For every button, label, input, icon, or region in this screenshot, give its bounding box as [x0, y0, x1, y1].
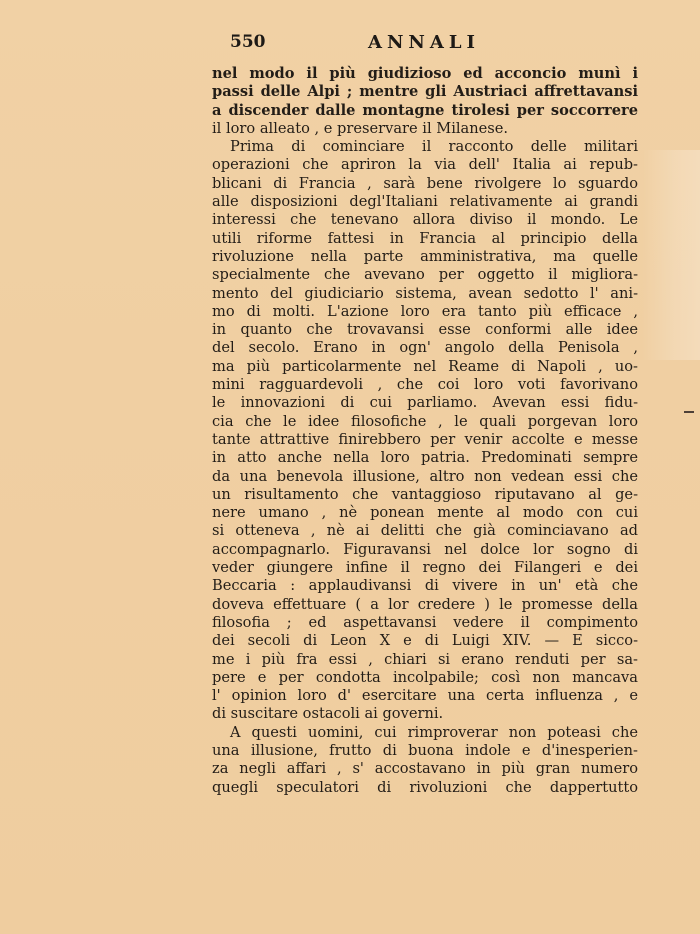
text-line: mo di molti. L'azione loro era tanto più efficace , [212, 302, 638, 320]
paper-stain [642, 150, 700, 360]
text-line: dei secoli di Leon X e di Luigi XIV. — E sicco- [212, 632, 638, 650]
body-text [212, 65, 638, 797]
text-line: le innovazioni di cui parliamo. Avevan essi fidu- [212, 394, 638, 412]
text-line: me i più fra essi , chiari si erano renduti per sa- [212, 650, 638, 668]
text-line: un risultamento che vantaggioso riputavano al ge- [212, 485, 638, 503]
page-number: 550 [230, 32, 266, 52]
page-header [212, 32, 638, 56]
text-line: in quanto che trovavansi esse conformi alle idee [212, 321, 638, 339]
text-line: l' opinion loro d' esercitare una certa influenza , e [212, 687, 638, 705]
text-line: filosofia ; ed aspettavansi vedere il compimento [212, 613, 638, 631]
text-line: una illusione, frutto di buona indole e d'inesperien- [212, 741, 638, 759]
text-line: accompagnarlo. Figuravansi nel dolce lor sogno di [212, 540, 638, 558]
running-head: ANNALI [368, 32, 480, 53]
text-line: nere umano , nè ponean mente al modo con cui [212, 504, 638, 522]
text-line: veder giungere infine il regno dei Filangeri e dei [212, 559, 638, 577]
text-line: operazioni che apriron la via dell' Italia ai repub- [212, 156, 638, 174]
text-line: passi delle Alpi ; mentre gli Austriaci affrettavansi [212, 83, 638, 101]
text-line: si otteneva , nè ai delitti che già cominciavano ad [212, 522, 638, 540]
text-line: in atto anche nella loro patria. Predominati sempre [212, 449, 638, 467]
text-line: blicani di Francia , sarà bene rivolgere lo sguardo [212, 174, 638, 192]
text-line: specialmente che avevano per oggetto il migliora- [212, 266, 638, 284]
margin-mark [684, 411, 694, 413]
text-line: a discender dalle montagne tirolesi per soccorrere [212, 101, 638, 119]
text-line: interessi che tenevano allora diviso il mondo. Le [212, 211, 638, 229]
text-line: za negli affari , s' accostavano in più gran numero [212, 760, 638, 778]
text-line: ma più particolarmente nel Reame di Napoli , uo- [212, 357, 638, 375]
text-line: nel modo il più giudizioso ed acconcio munì i [212, 65, 638, 82]
text-line: il loro alleato , e preservare il Milanese. [212, 119, 509, 137]
text-line: da una benevola illusione, altro non vedean essi che [212, 467, 638, 485]
text-line: Prima di cominciare il racconto delle militari [230, 138, 638, 156]
text-line: di suscitare ostacoli ai governi. [212, 705, 444, 723]
text-line: quegli speculatori di rivoluzioni che dappertutto [212, 778, 638, 796]
text-line: A questi uomini, cui rimproverar non poteasi che [230, 723, 638, 741]
text-line: alle disposizioni degl'Italiani relativamente ai grandi [212, 193, 638, 211]
text-line: Beccaria : applaudivansi di vivere in un' età che [212, 577, 638, 595]
text-line: rivoluzione nella parte amministrativa, ma quelle [212, 247, 638, 265]
text-line: del secolo. Erano in ogn' angolo della Penisola , [212, 339, 638, 357]
text-line: tante attrattive finirebbero per venir accolte e messe [212, 430, 638, 448]
text-line: mento del giudiciario sistema, avean sedotto l' ani- [212, 284, 638, 302]
text-line: utili riforme fattesi in Francia al principio della [212, 229, 638, 247]
text-line: cia che le idee filosofiche , le quali porgevan loro [212, 412, 638, 430]
text-line: doveva effettuare ( a lor credere ) le promesse della [212, 595, 638, 613]
text-line: pere e per condotta incolpabile; così non mancava [212, 668, 638, 686]
text-line: mini ragguardevoli , che coi loro voti favorivano [212, 376, 638, 394]
